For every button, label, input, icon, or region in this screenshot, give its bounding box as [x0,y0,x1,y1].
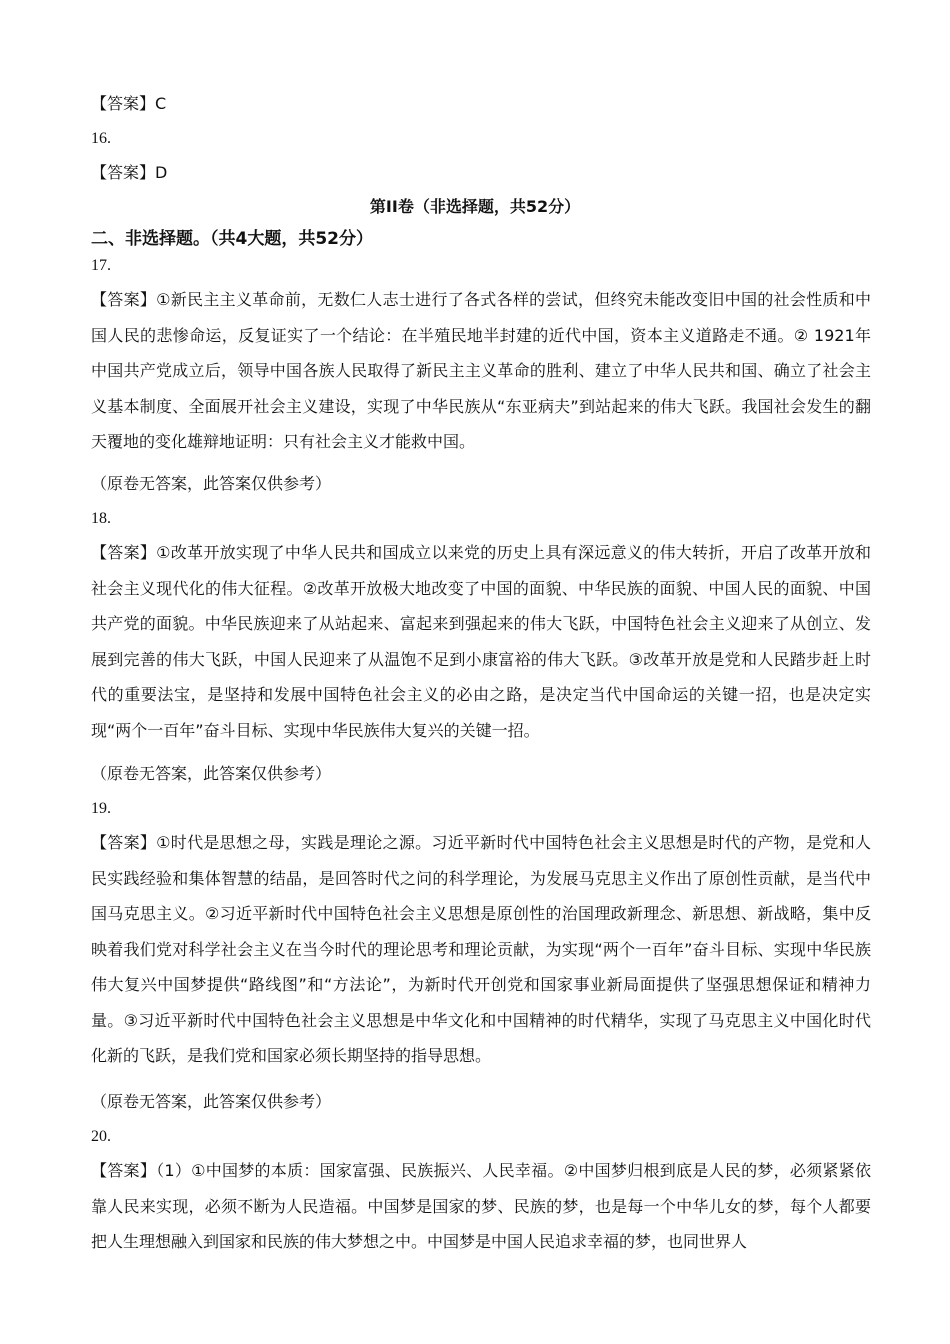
q20-answer: 【答案】（1）①中国梦的本质：国家富强、民族振兴、人民幸福。②中国梦归根到底是人民的梦，必须紧紧依靠人民来实现，必须不断为人民造福。中国梦是国家的梦、民族的梦，也是每一个中华儿女的梦，每个人都要把人生理想融入到国家和民族的伟大梦想之中。中国梦是中国人民追求幸福的梦，也同世界人 [91,1161,871,1251]
q18-note: （原卷无答案，此答案仅供参考） [91,764,332,783]
q15-answer: 【答案】C [91,94,167,113]
q17-note: （原卷无答案，此答案仅供参考） [91,474,332,493]
section-title: 第II卷（非选择题，共52分） [369,197,581,216]
q17-number: 17. [91,257,111,274]
q20-number: 20. [91,1128,111,1145]
q18-answer: 【答案】①改革开放实现了中华人民共和国成立以来党的历史上具有深远意义的伟大转折，开启了改革开放和社会主义现代化的伟大征程。②改革开放极大地改变了中国的面貌、中华民族的面貌、中国人民的面貌、中国共产党的面貌。中华民族迎来了从站起来、富起来到强起来的伟大飞跃，中国特色社会主义迎来了从创立、发展到完善的伟大飞跃，中国人民迎来了从温饱不足到小康富裕的伟大飞跃。③改革开放是党和人民踏步赶上时代的重要法宝，是坚持和发展中国特色社会主义的必由之路，是决定当代中国命运的关键一招，也是决定实现“两个一百年”奋斗目标、实现中华民族伟大复兴的关键一招。 [91,543,871,740]
part-title: 二、非选择题。（共4大题，共52分） [91,229,373,249]
q16-answer: 【答案】D [91,163,168,182]
q19-note: （原卷无答案，此答案仅供参考） [91,1092,332,1111]
q19-answer: 【答案】①时代是思想之母，实践是理论之源。习近平新时代中国特色社会主义思想是时代的产物，是党和人民实践经验和集体智慧的结晶，是回答时代之问的科学理论，为发展马克思主义作出了原创性贡献，是当代中国马克思主义。②习近平新时代中国特色社会主义思想是原创性的治国理政新理念、新思想、新战略，集中反映着我们党对科学社会主义在当今时代的理论思考和理论贡献，为实现“两个一百年”奋斗目标、实现中华民族伟大复兴中国梦提供“路线图”和“方法论”，为新时代开创党和国家事业新局面提供了坚强思想保证和精神力量。③习近平新时代中国特色社会主义思想是中华文化和中国精神的时代精华，实现了马克思主义中国化时代化新的飞跃，是我们党和国家必须长期坚持的指导思想。 [91,833,871,1065]
q16-number: 16. [91,130,111,147]
q17-answer: 【答案】①新民主主义革命前，无数仁人志士进行了各式各样的尝试，但终究未能改变旧中国的社会性质和中国人民的悲惨命运，反复证实了一个结论：在半殖民地半封建的近代中国，资本主义道路走不通。② 1921年中国共产党成立后，领导中国各族人民取得了新民主主义革命的胜利、建立了中华人民共和国、确立了社会主义基本制度、全面展开社会主义建设，实现了中华民族从“东亚病夫”到站起来的伟大飞跃。我国社会发生的翻天覆地的变化雄辩地证明：只有社会主义才能救中国。 [91,290,871,451]
q19-number: 19. [91,800,111,817]
q18-number: 18. [91,510,111,527]
